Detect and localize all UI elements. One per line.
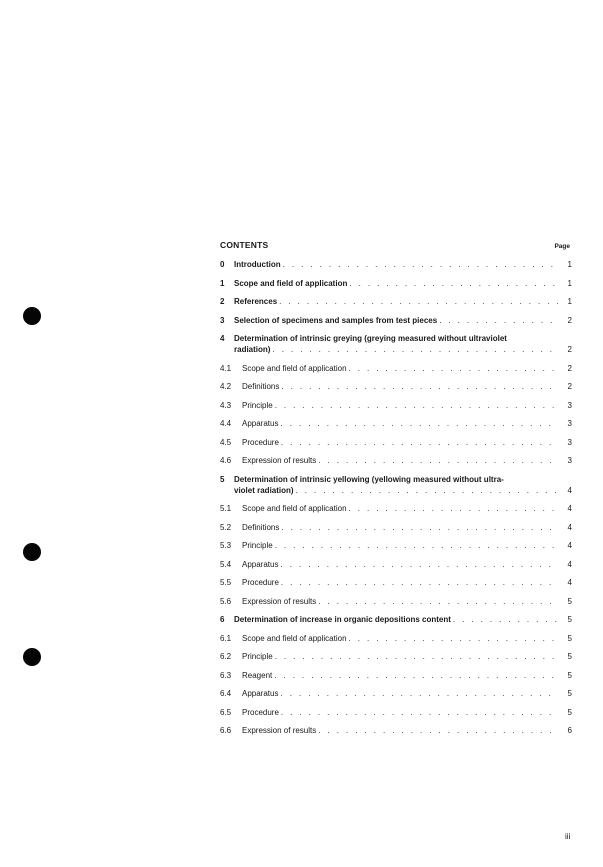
entry-page: 6 (567, 726, 572, 735)
toc-entry-6-1[interactable] (220, 634, 572, 644)
entry-title: Principle (242, 652, 273, 661)
toc-entry-0[interactable] (220, 260, 572, 270)
punch-hole (23, 648, 41, 666)
entry-page: 4 (567, 504, 572, 513)
dot-leader (283, 260, 558, 270)
dot-leader (280, 689, 558, 699)
dot-leader (281, 578, 558, 588)
dot-leader (349, 634, 558, 644)
entry-number: 4.6 (220, 456, 232, 465)
entry-number: 5.1 (220, 504, 232, 513)
toc-entry-6-3[interactable] (220, 671, 572, 681)
toc-entry-5-6[interactable] (220, 597, 572, 607)
entry-page: 5 (567, 707, 572, 717)
toc-entry-1[interactable] (220, 279, 572, 289)
toc-entry-5-1[interactable] (220, 504, 572, 514)
entry-page: 2 (567, 345, 572, 354)
entry-title: Procedure (242, 437, 279, 447)
dot-leader (296, 486, 558, 496)
entry-number: 4.4 (220, 419, 232, 428)
dot-leader (453, 615, 558, 625)
entry-number: 4.5 (220, 437, 232, 447)
dot-leader (281, 382, 558, 392)
toc-entry-6-5[interactable] (220, 708, 572, 718)
entry-page: 2 (567, 382, 572, 391)
toc-entry-6-6[interactable] (220, 726, 572, 736)
entry-number: 5.6 (220, 596, 232, 606)
entry-number: 6.5 (220, 707, 232, 717)
toc-entry-5[interactable] (220, 475, 572, 496)
entry-title: Expression of results (242, 456, 317, 465)
entry-title: Principle (242, 400, 273, 410)
toc-entry-4-5[interactable] (220, 438, 572, 448)
entry-number: 5.4 (220, 559, 232, 569)
entry-page: 3 (567, 456, 572, 465)
entry-title: Definitions (242, 382, 280, 391)
dot-leader (272, 345, 558, 355)
toc-entry-5-2[interactable] (220, 523, 572, 533)
dot-leader (275, 652, 558, 662)
entry-title: Definitions (242, 522, 280, 532)
entry-number: 5.5 (220, 578, 232, 587)
toc-entry-4-2[interactable] (220, 382, 572, 392)
entry-number: 1 (220, 278, 225, 288)
entry-page: 1 (567, 297, 572, 306)
toc-entry-5-5[interactable] (220, 578, 572, 588)
entry-number: 4.1 (220, 363, 232, 373)
entry-title: Expression of results (242, 726, 317, 735)
page-number: iii (565, 832, 571, 841)
entry-title-continued: violet radiation) (234, 485, 294, 495)
toc-entry-6[interactable] (220, 615, 572, 625)
dot-leader (318, 456, 558, 466)
dot-leader (439, 316, 558, 326)
entry-title: Apparatus (242, 559, 279, 569)
toc-entry-2[interactable] (220, 297, 572, 307)
entry-title: Selection of specimens and samples from test pieces (234, 315, 438, 325)
dot-leader (281, 438, 558, 448)
toc-entry-6-4[interactable] (220, 689, 572, 699)
toc-entry-4-4[interactable] (220, 419, 572, 429)
toc-page-column-label: Page (554, 243, 570, 250)
toc-entry-5-3[interactable] (220, 541, 572, 551)
entry-page: 3 (567, 419, 572, 428)
entry-title-continued: radiation) (234, 345, 271, 354)
dot-leader (349, 364, 558, 374)
table-of-contents (220, 240, 572, 745)
entry-number: 2 (220, 297, 225, 306)
entry-page: 5 (567, 633, 572, 643)
dot-leader (318, 597, 558, 607)
entry-page: 1 (567, 260, 572, 269)
entry-number: 3 (220, 315, 225, 325)
dot-leader (279, 297, 558, 307)
entry-page: 4 (567, 559, 572, 569)
entry-title: Scope and field of application (242, 633, 347, 643)
dot-leader (275, 401, 558, 411)
entry-page: 5 (567, 615, 572, 624)
dot-leader (274, 671, 558, 681)
entry-number: 5.3 (220, 541, 232, 550)
dot-leader (349, 504, 558, 514)
toc-header (220, 240, 572, 254)
entry-number: 4 (220, 334, 225, 343)
entry-number: 0 (220, 260, 225, 269)
entry-title: Principle (242, 541, 273, 550)
toc-heading: CONTENTS (220, 240, 269, 250)
dot-leader (281, 708, 558, 718)
entry-title: Introduction (234, 260, 281, 269)
entry-page: 5 (567, 670, 572, 680)
entry-page: 5 (567, 596, 572, 606)
entry-page: 4 (567, 578, 572, 587)
dot-leader (349, 279, 558, 289)
punch-hole (23, 307, 41, 325)
entry-number: 6.4 (220, 689, 232, 698)
entry-page: 5 (567, 652, 572, 661)
toc-entry-4-6[interactable] (220, 456, 572, 466)
entry-title: Scope and field of application (234, 278, 348, 288)
entry-title: Procedure (242, 578, 279, 587)
entry-page: 2 (567, 363, 572, 373)
entry-number: 4.2 (220, 382, 232, 391)
dot-leader (318, 726, 558, 736)
entry-number: 6 (220, 615, 225, 624)
punch-hole (23, 543, 41, 561)
toc-entry-4[interactable] (220, 334, 572, 355)
dot-leader (275, 541, 558, 551)
entry-title: Apparatus (242, 419, 279, 428)
entry-title: Procedure (242, 707, 279, 717)
entry-page: 4 (567, 485, 572, 495)
entry-page: 5 (567, 689, 572, 698)
dot-leader (280, 419, 558, 429)
entry-number: 5.2 (220, 522, 232, 532)
entry-title: Determination of intrinsic yellowing (yellowing measured without ultra- (234, 474, 504, 484)
toc-entry-4-3[interactable] (220, 401, 572, 411)
entry-page: 1 (567, 278, 572, 288)
entry-number: 6.3 (220, 670, 232, 680)
entry-page: 3 (567, 437, 572, 447)
entry-title: Scope and field of application (242, 504, 347, 513)
entry-number: 6.1 (220, 633, 232, 643)
toc-entry-5-4[interactable] (220, 560, 572, 570)
toc-entry-6-2[interactable] (220, 652, 572, 662)
entry-title: Expression of results (242, 596, 317, 606)
entry-page: 3 (567, 400, 572, 410)
entry-page: 2 (567, 315, 572, 325)
dot-leader (281, 523, 558, 533)
entry-page: 4 (567, 522, 572, 532)
entry-number: 6.6 (220, 726, 232, 735)
dot-leader (280, 560, 558, 570)
entry-title: Apparatus (242, 689, 279, 698)
toc-entry-4-1[interactable] (220, 364, 572, 374)
entry-title: Scope and field of application (242, 363, 347, 373)
entry-title: Reagent (242, 670, 273, 680)
entry-page: 4 (567, 541, 572, 550)
entry-number: 5 (220, 474, 225, 484)
entry-title: Determination of increase in organic depositions content (234, 615, 451, 624)
entry-number: 6.2 (220, 652, 232, 661)
entry-number: 4.3 (220, 400, 232, 410)
entry-title: Determination of intrinsic greying (greying measured without ultraviolet (234, 334, 507, 343)
toc-entry-3[interactable] (220, 316, 572, 326)
entry-title: References (234, 297, 278, 306)
